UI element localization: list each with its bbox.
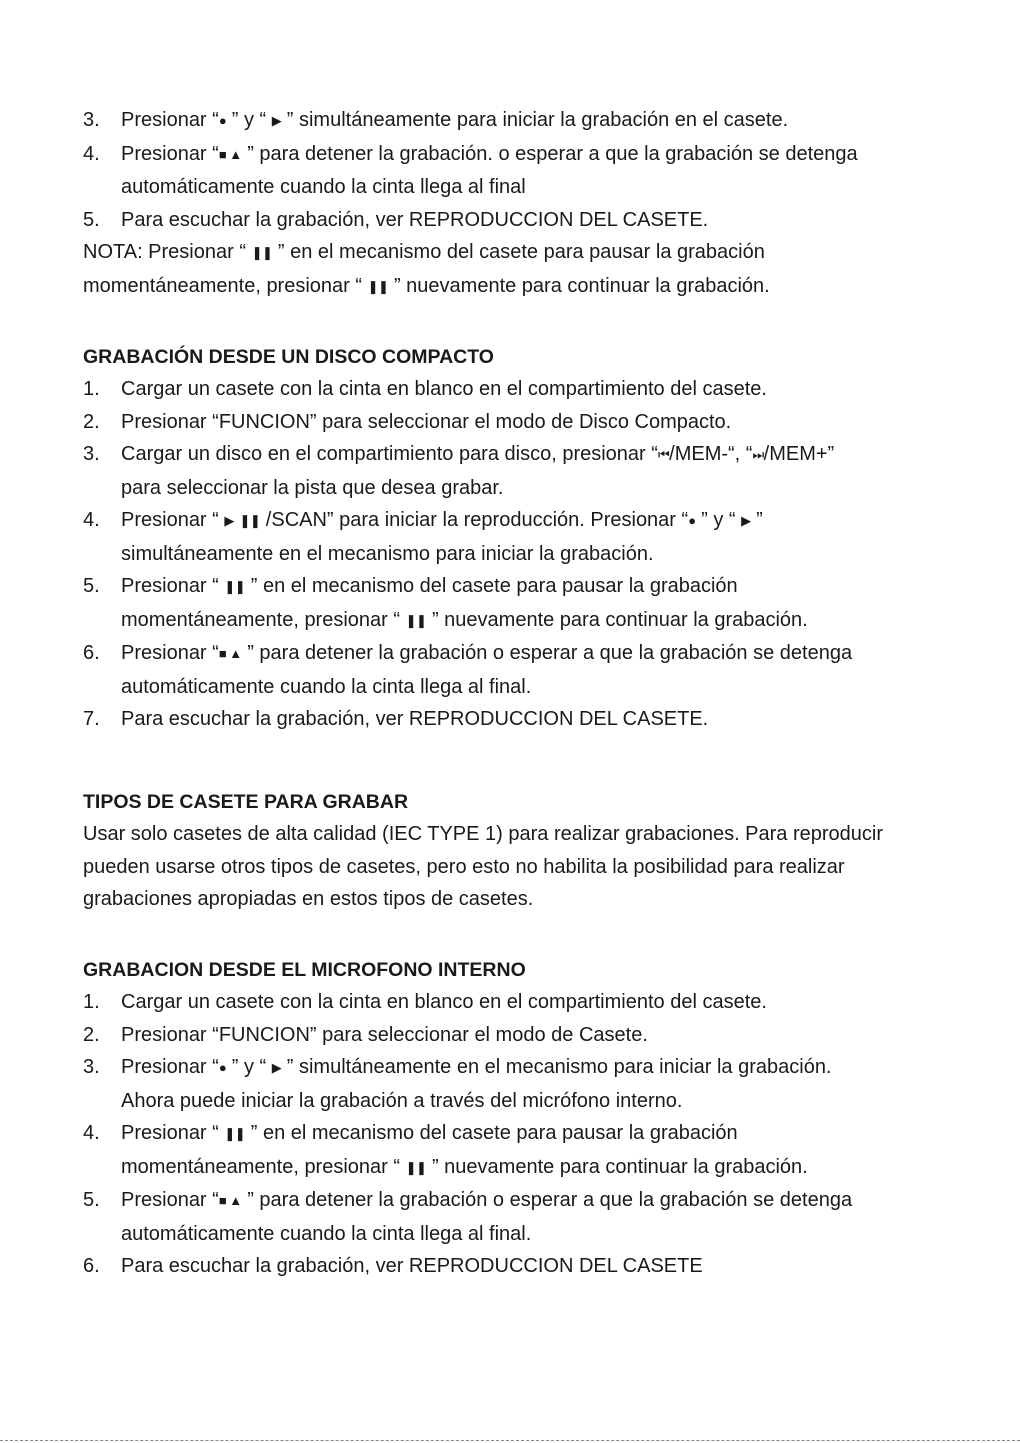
item-number: 4. [83,1122,100,1144]
item-number: 2. [83,410,100,433]
list-item [83,703,983,736]
item-number: 4. [83,509,100,531]
play-icon: ▶ [741,513,751,528]
item-text: ” y “ [226,1056,272,1078]
play-icon: ▶ [271,113,282,128]
item-text: /MEM+” [763,443,835,465]
list-item [83,1019,983,1052]
next-track-icon: ⏭ [752,447,764,462]
item-text: ” nuevamente para continuar la grabación. [426,1155,808,1178]
item-number: 5. [83,575,100,597]
pause-icon: ❚❚ [224,579,246,594]
record-icon: ● [218,1060,227,1075]
item-text: ” [750,509,763,531]
item-number: 1. [83,991,100,1013]
item-text: para seleccionar la pista que desea grabar. [121,476,504,499]
list-item [83,138,983,204]
cassette-types-section [83,786,983,916]
item-number: 2. [83,1023,100,1046]
note-text: ” nuevamente para continuar la grabación. [388,274,770,297]
list-item [83,637,983,703]
record-icon: ● [688,513,696,528]
pause-icon: ❚❚ [251,245,273,260]
note-text: ” en el mecanismo del casete para pausar la grabación [272,241,765,263]
item-text: automáticamente cuando la cinta llega al final. [121,1222,532,1245]
section-heading: GRABACIÓN DESDE UN DISCO COMPACTO [83,346,494,368]
list-item [83,1250,983,1283]
stop-eject-icon: ■ ▲ [218,146,242,162]
item-text: Presionar “ [121,642,219,664]
item-text: Presionar “ [121,1056,219,1078]
item-text: Para escuchar la grabación, ver REPRODUCCION DEL CASETE [121,1255,703,1277]
paragraph-line: pueden usarse otros tipos de casetes, pero esto no habilita la posibilidad para realizar [83,855,845,878]
item-text: Para escuchar la grabación, ver REPRODUCCION DEL CASETE. [121,708,709,730]
item-number: 6. [83,1255,100,1277]
item-text: ” simultáneamente para iniciar la grabación en el casete. [281,109,789,131]
item-text: ” para detener la grabación o esperar a que la grabación se detenga [241,642,853,664]
stop-eject-icon: ■ ▲ [218,1193,242,1208]
recording-steps-continued [83,104,983,303]
list-item [83,1117,983,1184]
list-item [83,504,983,570]
item-text: ” y “ [226,109,272,131]
item-text: Presionar “ [121,109,219,131]
pause-icon: ❚❚ [405,1159,427,1175]
pause-icon: ❚❚ [405,612,427,628]
item-text: Cargar un casete con la cinta en blanco en el compartimiento del casete. [121,991,767,1013]
paragraph-line: grabaciones apropiadas en estos tipos de casetes. [83,888,534,910]
note-text: momentáneamente, presionar “ [83,274,368,297]
item-text: automáticamente cuando la cinta llega al final. [121,675,532,698]
item-text: /SCAN” para iniciar la reproducción. Presionar “ [260,509,689,531]
item-number: 4. [83,142,100,165]
item-text: Presionar “FUNCION” para seleccionar el modo de Disco Compacto. [121,410,732,433]
play-icon: ▶ [271,1060,282,1075]
list-item [83,204,983,237]
list-item [83,1051,983,1117]
item-text: Presionar “ [121,1122,225,1144]
prev-track-icon: ⏮ [657,447,670,462]
page-bottom-rule [0,1440,1020,1441]
note-text: NOTA: Presionar “ [83,241,252,263]
item-number: 5. [83,1189,100,1211]
item-text: simultáneamente en el mecanismo para iniciar la grabación. [121,542,654,565]
item-number: 3. [83,443,100,465]
item-number: 6. [83,642,100,664]
pause-icon: ❚❚ [367,278,389,294]
list-item [83,406,983,439]
item-text: Cargar un disco en el compartimiento para disco, presionar “ [121,443,658,465]
item-text: momentáneamente, presionar “ [121,1155,406,1178]
section-heading: GRABACION DESDE EL MICROFONO INTERNO [83,959,526,981]
item-text: Ahora puede iniciar la grabación a través del micrófono interno. [121,1089,683,1112]
item-text: Presionar “FUNCION” para seleccionar el modo de Casete. [121,1023,648,1046]
item-text: automáticamente cuando la cinta llega al final [121,176,526,198]
section-heading: TIPOS DE CASETE PARA GRABAR [83,791,409,813]
note-paragraph [83,236,983,303]
item-text: Presionar “ [121,1189,219,1211]
list-item [83,986,983,1019]
list-item [83,438,983,504]
item-text: ” en el mecanismo del casete para pausar la grabación [245,1122,738,1144]
item-text: /MEM-“, “ [669,443,753,465]
item-text: Presionar “ [121,509,225,531]
item-text: ” en el mecanismo del casete para pausar la grabación [245,575,738,597]
item-text: ” para detener la grabación. o esperar a que la grabación se detenga [241,142,858,165]
item-text: momentáneamente, presionar “ [121,608,406,631]
item-text: Para escuchar la grabación, ver REPRODUCCION DEL CASETE. [121,208,709,231]
paragraph-line: Usar solo casetes de alta calidad (IEC TYPE 1) para realizar grabaciones. Para reproducir [83,823,884,845]
pause-icon: ❚❚ [224,1126,246,1141]
list-item [83,1184,983,1250]
cd-recording-section [83,341,983,736]
stop-eject-icon: ■ ▲ [218,646,242,661]
item-text: ” nuevamente para continuar la grabación. [426,608,808,631]
microphone-recording-section [83,954,983,1283]
item-number: 5. [83,208,100,231]
item-text: ” y “ [695,509,742,531]
item-text: Presionar “ [121,575,225,597]
list-item [83,373,983,406]
item-number: 3. [83,1056,100,1078]
item-number: 3. [83,109,100,131]
item-text: ” para detener la grabación o esperar a que la grabación se detenga [241,1189,853,1211]
play-icon: ▶ [224,513,234,528]
item-text: Cargar un casete con la cinta en blanco en el compartimiento del casete. [121,378,767,400]
list-item [83,570,983,637]
item-text: Presionar “ [121,142,219,165]
record-icon: ● [218,113,227,128]
pause-icon: ❚❚ [239,513,261,528]
item-text: ” simultáneamente en el mecanismo para iniciar la grabación. [281,1056,832,1078]
item-number: 1. [83,378,100,400]
list-item [83,104,983,138]
item-number: 7. [83,708,100,730]
